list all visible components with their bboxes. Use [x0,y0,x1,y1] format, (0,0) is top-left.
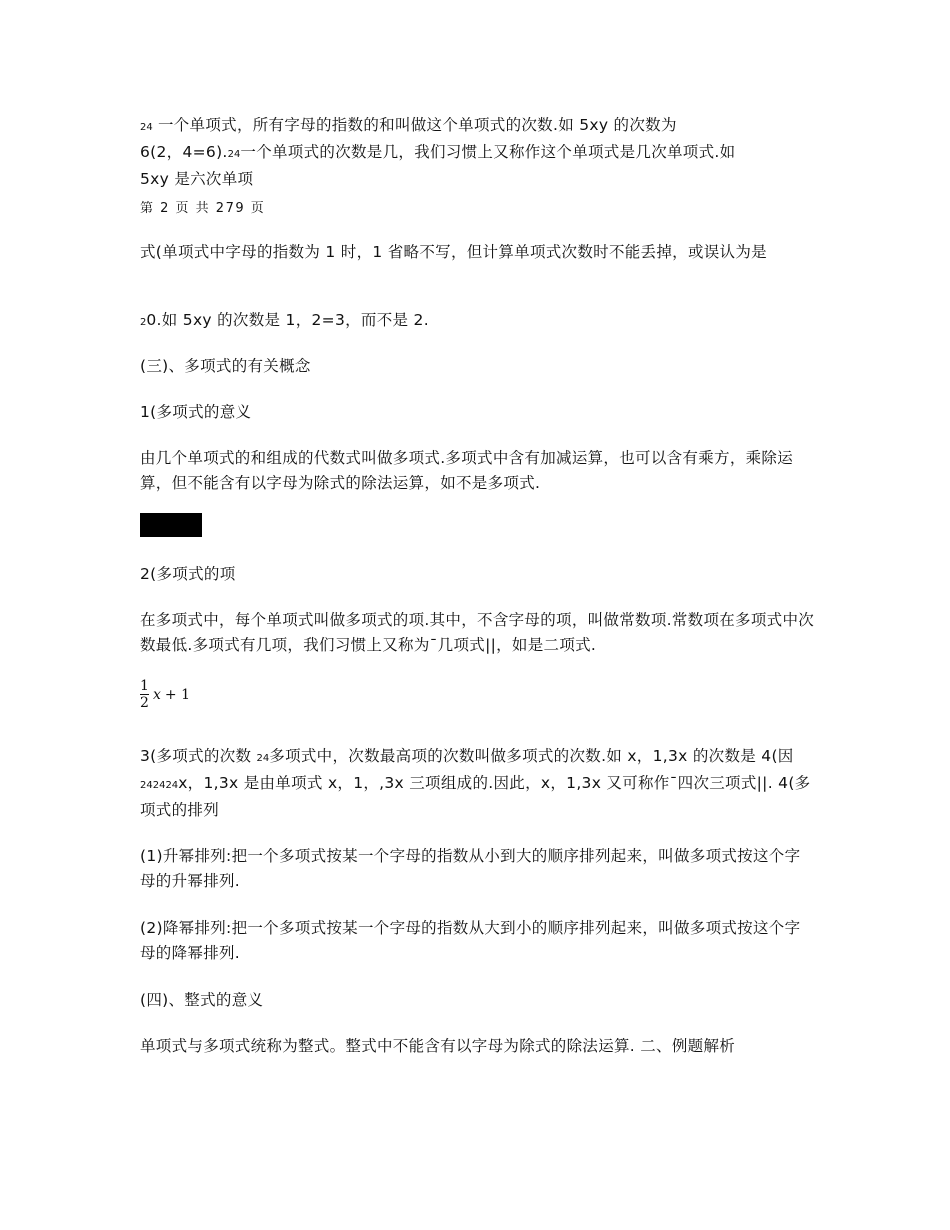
paragraph-monomial-note: 式(单项式中字母的指数为 1 时，1 省略不写，但计算单项式次数时不能丢掉，或误认为是 [140,243,767,261]
text: 6(2，4=6). [140,143,228,161]
formula-variable: x [153,686,161,703]
formula-half-x-plus-one [140,678,190,711]
text: x，1,3x 是由单项式 x，1，,3x 三项组成的.因此，x，1,3x 又可称作¯四次三项式||. 4(多项式的排列 [140,774,811,819]
page-footer: 第 2 页 共 279 页 [140,201,266,216]
fraction-numerator: 1 [140,678,149,694]
section-heading-polynomial: (三)、多项式的有关概念 [140,357,311,375]
paragraph-polynomial-degree [140,744,815,823]
subscript: 24 [140,122,153,133]
text: 多项式中，次数最高项的次数叫做多项式的次数.如 x，1,3x 的次数是 4(因 [269,747,794,765]
subscript: 24 [256,753,270,764]
formula-rest: + 1 [164,686,190,703]
paragraph-monomial-degree [140,113,820,192]
paragraph-degree-example [140,308,429,335]
text: 一个单项式，所有字母的指数的和叫做这个单项式的次数.如 5xy 的次数为 [152,116,677,134]
text: 3(多项式的次数 [140,747,257,765]
text: 一个单项式的次数是几，我们习惯上又称作这个单项式是几次单项式.如 [240,143,736,161]
subscript: 24 [227,149,241,160]
subheading-polynomial-meaning: 1(多项式的意义 [140,403,252,421]
text: 5xy 是六次单项 [140,170,254,188]
paragraph-polynomial-meaning: 由几个单项式的和组成的代数式叫做多项式.多项式中含有加减运算，也可以含有乘方，乘除运算，但不能含有以字母为除式的除法运算，如不是多项式. [140,449,794,492]
subscript: 2 [140,317,147,328]
subscript: 242424 [140,780,179,791]
fraction-denominator: 2 [140,695,149,711]
paragraph-polynomial-terms: 在多项式中，每个单项式叫做多项式的项.其中，不含字母的项，叫做常数项.常数项在多项式中次数最低.多项式有几项，我们习惯上又称为¯几项式||，如是二项式. [140,611,815,654]
paragraph-ascending-order: (1)升幂排列:把一个多项式按某一个字母的指数从小到大的顺序排列起来，叫做多项式按这个字母的升幂排列. [140,847,801,890]
fraction [140,678,149,711]
paragraph-integral-expression: 单项式与多项式统称为整式。整式中不能含有以字母为除式的除法运算. 二、例题解析 [140,1037,736,1055]
paragraph-descending-order: (2)降幂排列:把一个多项式按某一个字母的指数从大到小的顺序排列起来，叫做多项式按这个字母的降幂排列. [140,919,801,962]
section-heading-integral-expression: (四)、整式的意义 [140,991,264,1009]
redacted-formula-block [140,513,202,537]
text: 0.如 5xy 的次数是 1，2=3，而不是 2. [146,311,429,329]
subheading-polynomial-terms: 2(多项式的项 [140,565,236,583]
